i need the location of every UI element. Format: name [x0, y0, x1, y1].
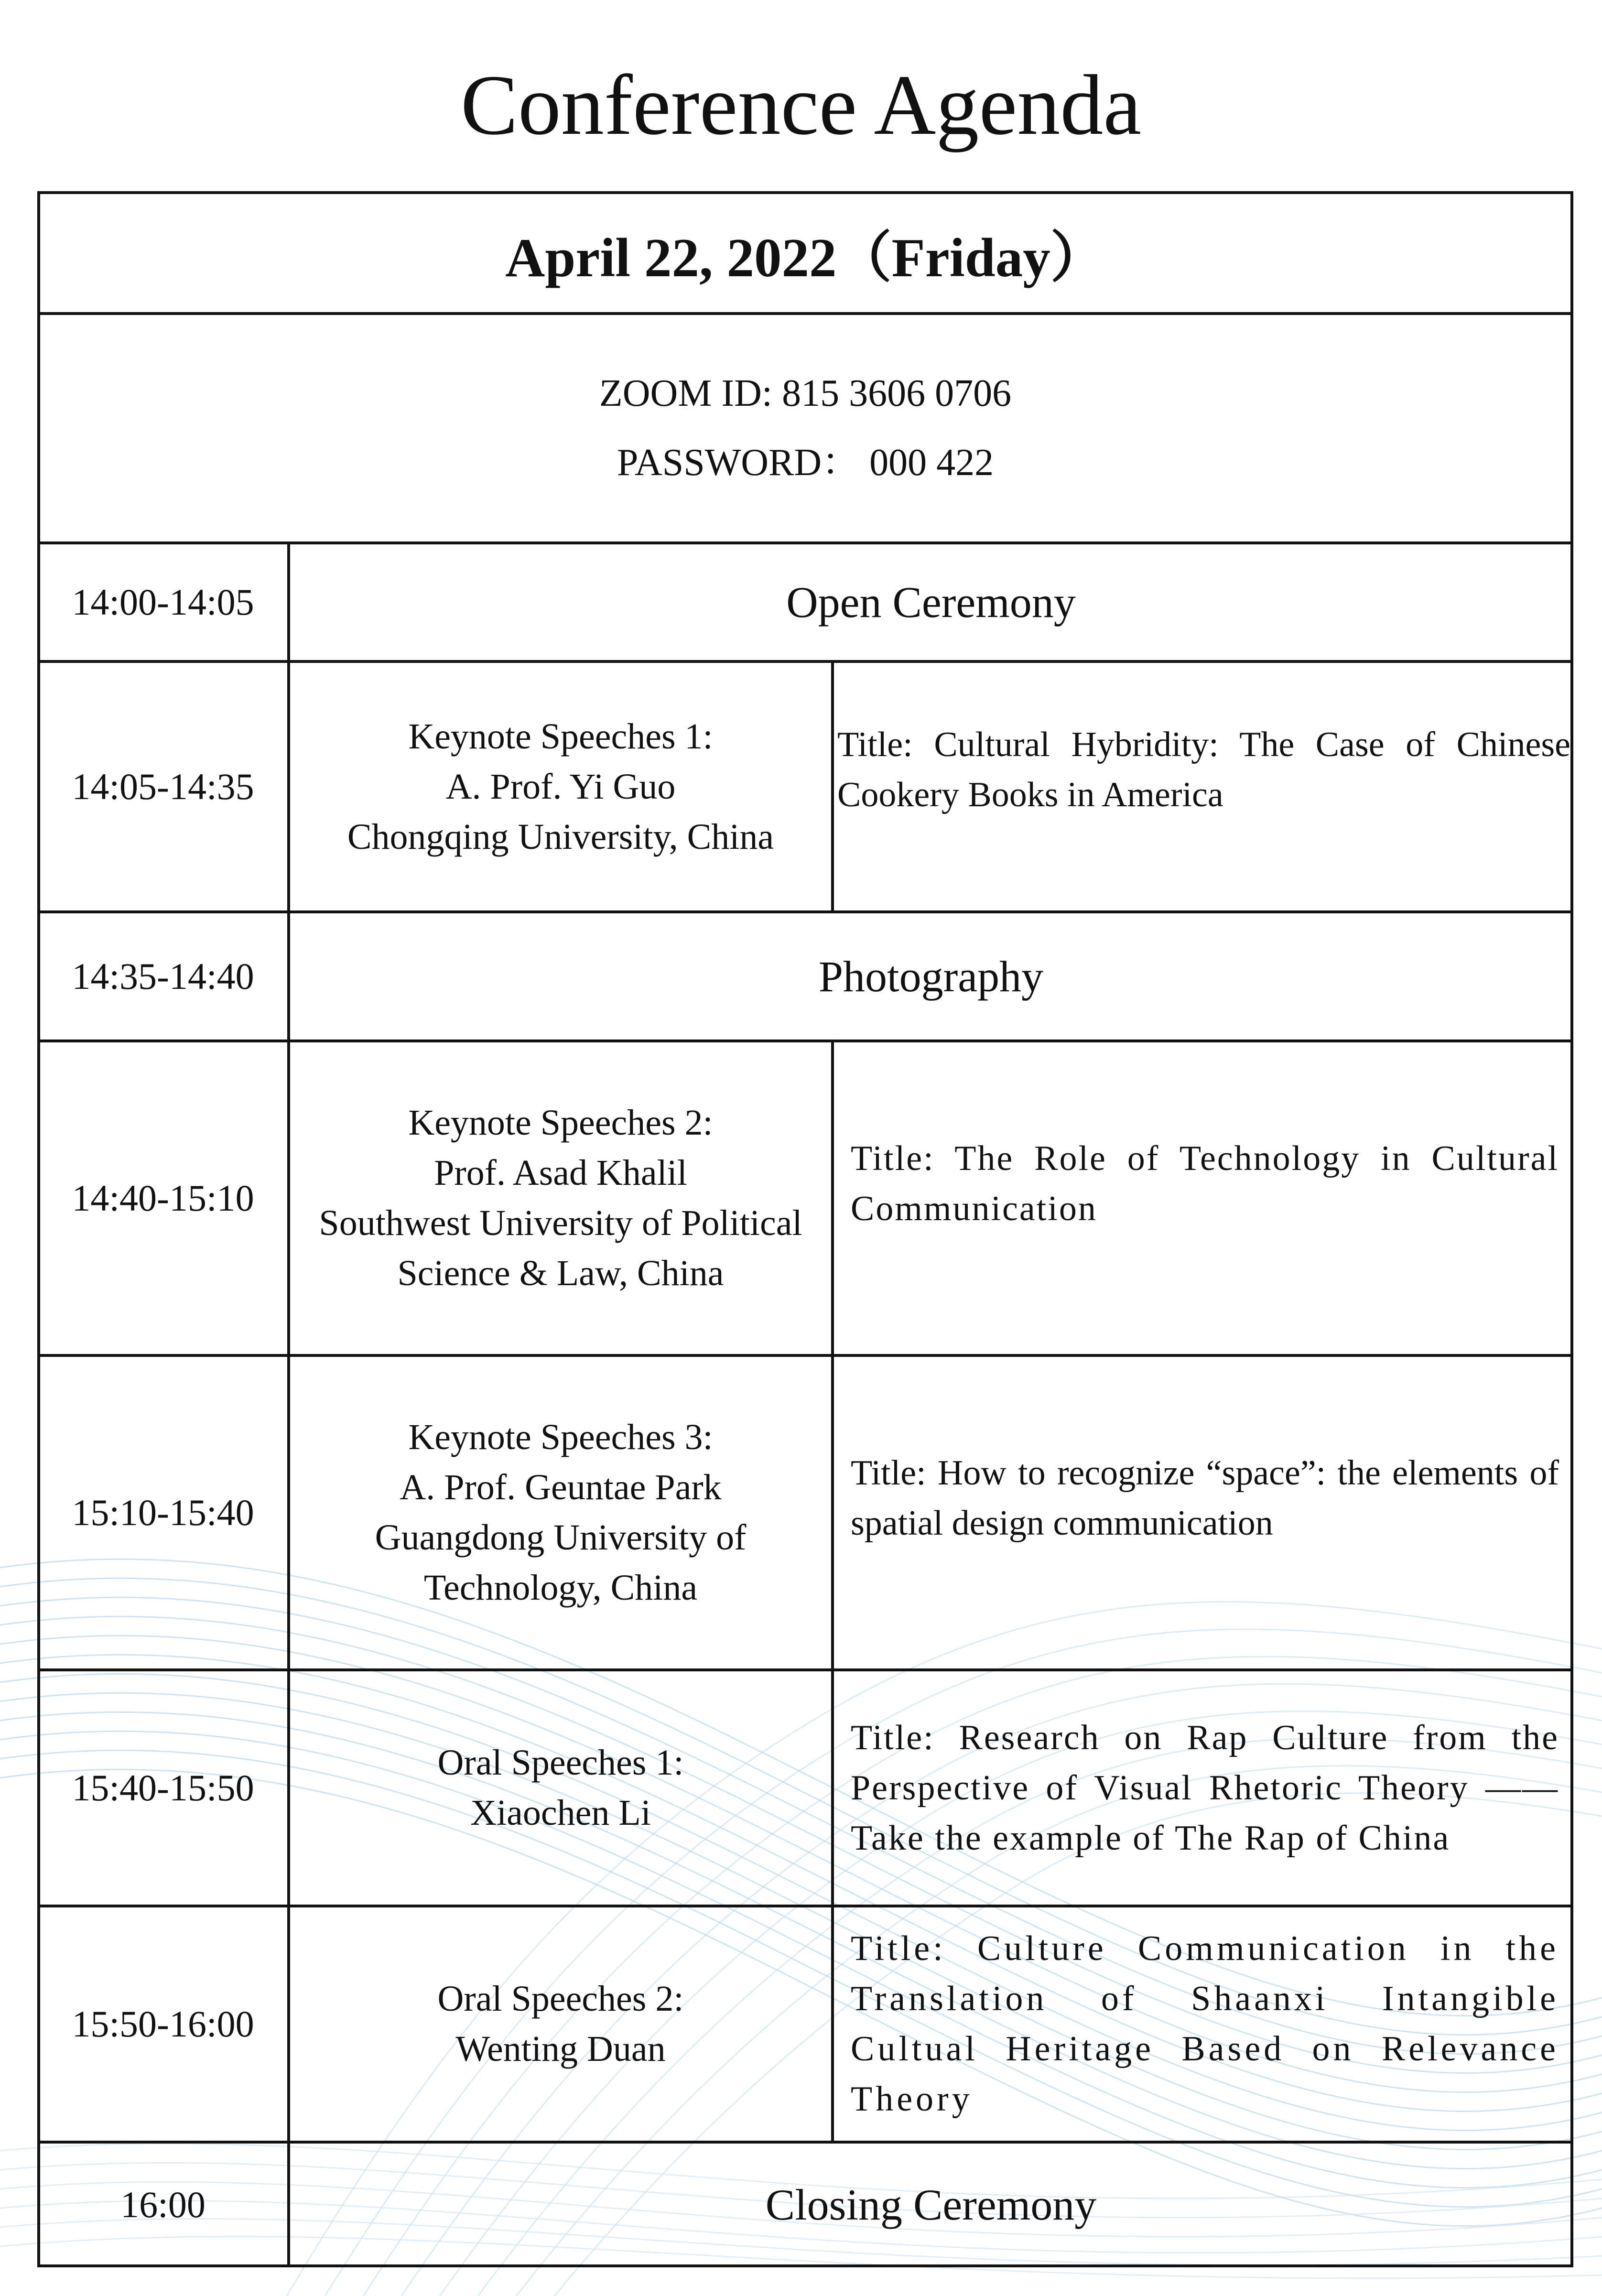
session-time: 15:10-15:40: [72, 1492, 254, 1533]
photography-time-cell: [37, 912, 289, 1041]
session-label: Oral Speeches 1:: [437, 1743, 684, 1783]
keynote-3-title-cell: [833, 1355, 1573, 1670]
speaker-name: Xiaochen Li: [470, 1793, 651, 1833]
zoom-info-row: [37, 314, 1573, 543]
speaker-affiliation: Chongqing University, China: [347, 816, 774, 857]
keynote-3-speaker-cell: [289, 1355, 833, 1670]
keynote-3-time-cell: [37, 1355, 289, 1670]
talk-title: Title: Research on Rap Culture from the Perspective of Visual Rhetoric Theory —— Take the example of The Rap of China: [851, 1718, 1559, 1858]
keynote-2-speaker-cell: [289, 1041, 833, 1355]
speaker-affiliation: Guangdong University of: [375, 1517, 747, 1558]
zoom-password: PASSWORD： 000 422: [617, 442, 994, 484]
photography-label: Photography: [818, 952, 1044, 1001]
open-ceremony-event-cell: [289, 543, 1573, 661]
zoom-id: ZOOM ID: 815 3606 0706: [599, 372, 1012, 414]
agenda-table: [37, 191, 1573, 2267]
keynote-1-time-cell: [37, 661, 289, 912]
keynote-1-speaker-cell: [289, 661, 833, 912]
session-time: 14:35-14:40: [72, 955, 254, 997]
session-time: 14:00-14:05: [72, 581, 254, 623]
session-time: 14:05-14:35: [72, 766, 254, 807]
date-heading: April 22, 2022（Friday）: [505, 227, 1105, 288]
speaker-name: A. Prof. Yi Guo: [445, 766, 676, 807]
open-ceremony-label: Open Ceremony: [786, 578, 1076, 627]
speaker-name: A. Prof. Geuntae Park: [400, 1467, 722, 1507]
session-label: Keynote Speeches 3:: [408, 1417, 713, 1457]
session-label: Keynote Speeches 2:: [408, 1103, 713, 1143]
speaker-name: Wenting Duan: [455, 2029, 666, 2069]
keynote-1-title-cell: [833, 661, 1573, 912]
oral-2-speaker-cell: [289, 1906, 833, 2142]
speaker-affiliation: Science & Law, China: [397, 1253, 724, 1293]
oral-2-time-cell: [37, 1906, 289, 2142]
session-time: 14:40-15:10: [72, 1177, 254, 1219]
speaker-affiliation: Technology, China: [423, 1568, 698, 1608]
session-time: 15:50-16:00: [72, 2003, 254, 2045]
closing-ceremony-label: Closing Ceremony: [765, 2180, 1097, 2229]
talk-title: Title: Culture Communication in the Translation of Shaanxi Intangible Cultual Heritage Based on Relevance Theory: [851, 1929, 1559, 2119]
closing-ceremony-event-cell: [289, 2142, 1573, 2267]
speaker-name: Prof. Asad Khalil: [434, 1153, 687, 1193]
oral-1-speaker-cell: [289, 1670, 833, 1906]
speaker-affiliation: Southwest University of Political: [319, 1203, 802, 1243]
open-ceremony-time-cell: [37, 543, 289, 661]
talk-title: Title: The Role of Technology in Cultural Communication: [851, 1139, 1559, 1228]
date-heading-row: [37, 191, 1573, 314]
page-title: Conference Agenda: [460, 57, 1142, 152]
photography-event-cell: [289, 912, 1573, 1041]
keynote-2-title-cell: [833, 1041, 1573, 1355]
oral-1-time-cell: [37, 1670, 289, 1906]
oral-1-title-cell: [833, 1670, 1573, 1906]
oral-2-title-cell: [833, 1906, 1573, 2142]
closing-ceremony-time-cell: [37, 2142, 289, 2267]
talk-title: Title: Cultural Hybridity: The Case of Chinese Cookery Books in America: [837, 725, 1570, 814]
session-label: Oral Speeches 2:: [437, 1979, 684, 2019]
session-time: 16:00: [120, 2184, 206, 2225]
keynote-2-time-cell: [37, 1041, 289, 1355]
session-time: 15:40-15:50: [72, 1767, 254, 1809]
talk-title: Title: How to recognize “space”: the elements of spatial design communication: [851, 1453, 1559, 1543]
session-label: Keynote Speeches 1:: [408, 716, 713, 757]
